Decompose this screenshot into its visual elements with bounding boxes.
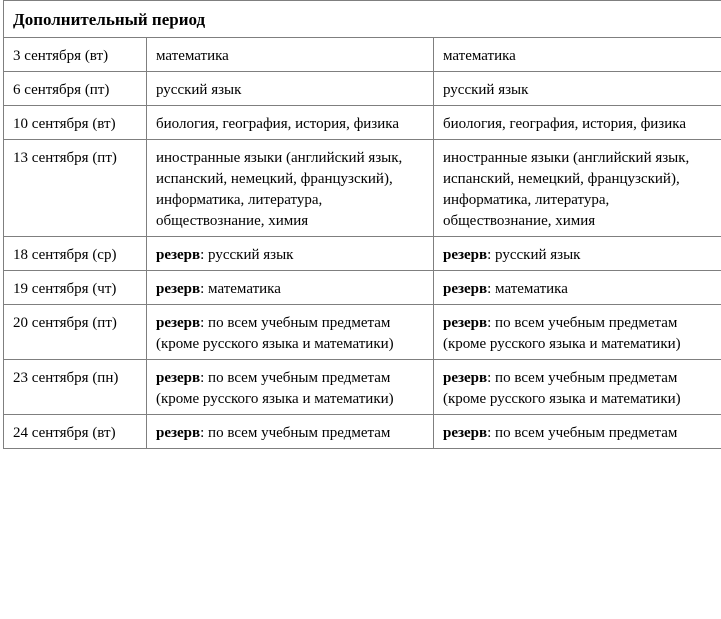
- subject-text: : по всем учебным предметам (кроме русского языка и математики): [156, 315, 394, 352]
- subject-cell-b: [434, 415, 721, 449]
- table-row: [4, 237, 721, 271]
- date-cell: [4, 140, 147, 237]
- subject-cell-b: [434, 237, 721, 271]
- subject-text: русский язык: [443, 82, 529, 98]
- table-header: Дополнительный период: [4, 1, 721, 38]
- table-row: [4, 415, 721, 449]
- subject-text: : по всем учебным предметам (кроме русского языка и математики): [443, 315, 681, 352]
- subject-text: математика: [443, 48, 516, 64]
- subject-text: биология, география, история, физика: [156, 116, 399, 132]
- date-cell: [4, 72, 147, 106]
- subject-cell-a: [147, 237, 434, 271]
- subject-cell-b: [434, 360, 721, 415]
- subject-text: : по всем учебным предметам (кроме русского языка и математики): [443, 370, 681, 407]
- reserve-label: резерв: [156, 247, 201, 263]
- subject-cell-b: [434, 72, 721, 106]
- date-text: 24 сентября (вт): [13, 425, 116, 441]
- subject-cell-a: [147, 305, 434, 360]
- date-text: 19 сентября (чт): [13, 281, 117, 297]
- table-row: [4, 305, 721, 360]
- table-header-row: [4, 1, 721, 38]
- reserve-label: резерв: [156, 281, 201, 297]
- subject-text: : по всем учебным предметам: [200, 425, 391, 441]
- table-row: [4, 72, 721, 106]
- subject-text: : по всем учебным предметам (кроме русского языка и математики): [156, 370, 394, 407]
- reserve-label: резерв: [443, 425, 488, 441]
- subject-cell-b: [434, 38, 721, 72]
- date-cell: [4, 360, 147, 415]
- date-text: 6 сентября (пт): [13, 82, 110, 98]
- date-cell: [4, 237, 147, 271]
- subject-text: математика: [156, 48, 229, 64]
- subject-text: русский язык: [156, 82, 242, 98]
- reserve-label: резерв: [443, 281, 488, 297]
- table-row: [4, 360, 721, 415]
- reserve-label: резерв: [443, 247, 488, 263]
- reserve-label: резерв: [443, 370, 488, 386]
- date-text: 10 сентября (вт): [13, 116, 116, 132]
- subject-cell-b: [434, 305, 721, 360]
- subject-text: иностранные языки (английский язык, испанский, немецкий, французский), информатика, литература, обществознание, химия: [156, 150, 403, 229]
- date-cell: [4, 38, 147, 72]
- table-row: [4, 271, 721, 305]
- subject-cell-a: [147, 38, 434, 72]
- subject-text: иностранные языки (английский язык, испанский, немецкий, французский), информатика, литература, обществознание, химия: [443, 150, 690, 229]
- date-text: 23 сентября (пн): [13, 370, 119, 386]
- subject-cell-a: [147, 106, 434, 140]
- reserve-label: резерв: [156, 315, 201, 331]
- reserve-label: резерв: [156, 425, 201, 441]
- date-text: 3 сентября (вт): [13, 48, 109, 64]
- table-row: [4, 38, 721, 72]
- date-text: 13 сентября (пт): [13, 150, 117, 166]
- subject-cell-a: [147, 72, 434, 106]
- subject-text: : русский язык: [487, 247, 581, 263]
- subject-cell-a: [147, 140, 434, 237]
- subject-text: : по всем учебным предметам: [487, 425, 678, 441]
- schedule-table-body: [4, 1, 721, 449]
- table-row: [4, 106, 721, 140]
- subject-text: : математика: [200, 281, 281, 297]
- subject-text: : русский язык: [200, 247, 294, 263]
- subject-cell-b: [434, 271, 721, 305]
- subject-cell-a: [147, 415, 434, 449]
- date-text: 18 сентября (ср): [13, 247, 117, 263]
- date-cell: [4, 305, 147, 360]
- subject-cell-b: [434, 140, 721, 237]
- date-cell: [4, 415, 147, 449]
- subject-cell-b: [434, 106, 721, 140]
- subject-text: : математика: [487, 281, 568, 297]
- date-text: 20 сентября (пт): [13, 315, 117, 331]
- date-cell: [4, 106, 147, 140]
- subject-cell-a: [147, 360, 434, 415]
- reserve-label: резерв: [156, 370, 201, 386]
- schedule-table: [3, 0, 721, 449]
- reserve-label: резерв: [443, 315, 488, 331]
- subject-text: биология, география, история, физика: [443, 116, 686, 132]
- date-cell: [4, 271, 147, 305]
- subject-cell-a: [147, 271, 434, 305]
- table-row: [4, 140, 721, 237]
